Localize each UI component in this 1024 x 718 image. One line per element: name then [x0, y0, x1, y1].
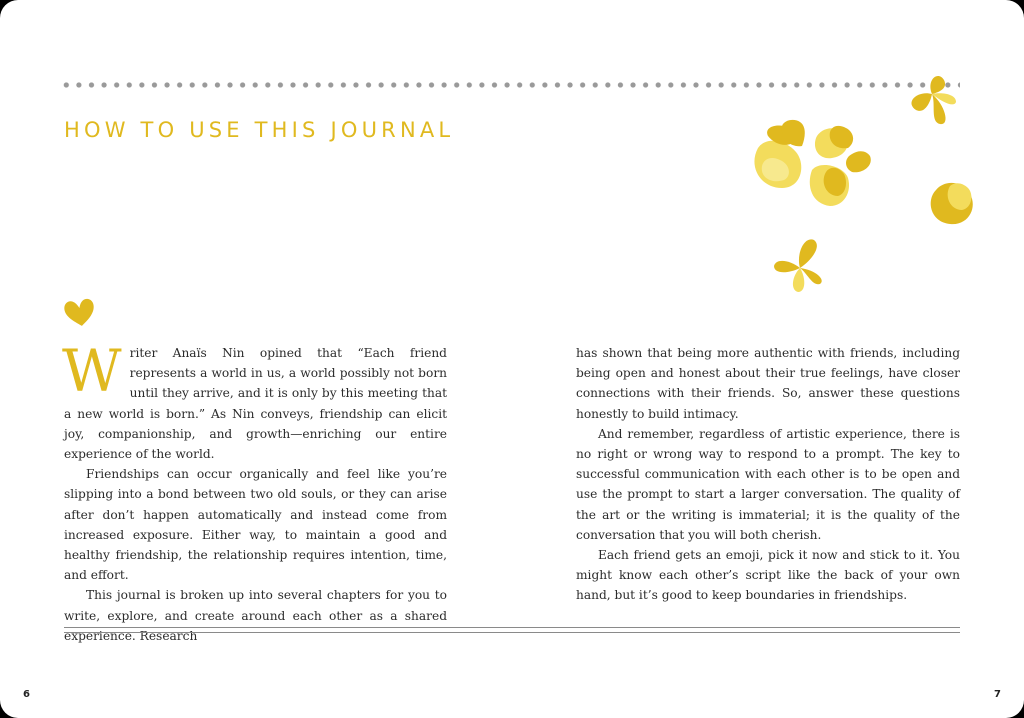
page-title: HOW TO USE THIS JOURNAL	[64, 118, 455, 142]
flower-petals-icon	[740, 68, 980, 298]
paragraph-text: riter Anaïs Nin opined that “Each friend represents a world in us, a world possibly not born until they arrive, and it is only by this meeting that a new world is born.” As Nin conveys, friendship can elicit joy, companionship, and growth—enriching our entire experience of the world.	[64, 346, 447, 462]
drop-cap: W	[62, 337, 122, 405]
heart-icon	[62, 294, 98, 330]
paragraph: Friendships can occur organically and feel like you’re slipping into a bond between two old souls, or they can arise after don’t happen automatically and instead come from increased exposure. Either way, to maintain a good and healthy friendship, the relationship requires intention, time, and effort.	[64, 467, 447, 583]
page-number-right: 7	[994, 689, 1001, 700]
paragraph: Each friend gets an emoji, pick it now and stick to it. You might know each other’s script like the back of your own hand, but it’s good to keep boundaries in friendships.	[576, 548, 960, 603]
footer-rule	[64, 632, 960, 633]
footer-rule	[64, 627, 960, 628]
paragraph: And remember, regardless of artistic experience, there is no right or wrong way to respond to a prompt. The key to successful communication with each other is to be open and use the prompt to start a larger conversation. The quality of the art or the writing is immaterial; it is the quality of the conversation that you will both cherish.	[576, 426, 960, 542]
paragraph: has shown that being more authentic with friends, including being open and honest about their true feelings, have closer connections with their friends. So, answer these questions honestly to build intimacy.	[576, 346, 960, 421]
paragraph	[62, 337, 447, 464]
paragraph: This journal is broken up into several chapters for you to write, explore, and create around each other as a shared experience. Research	[64, 588, 447, 643]
page-number-left: 6	[23, 689, 30, 700]
right-column-text	[576, 343, 960, 606]
left-column-text	[62, 337, 447, 646]
